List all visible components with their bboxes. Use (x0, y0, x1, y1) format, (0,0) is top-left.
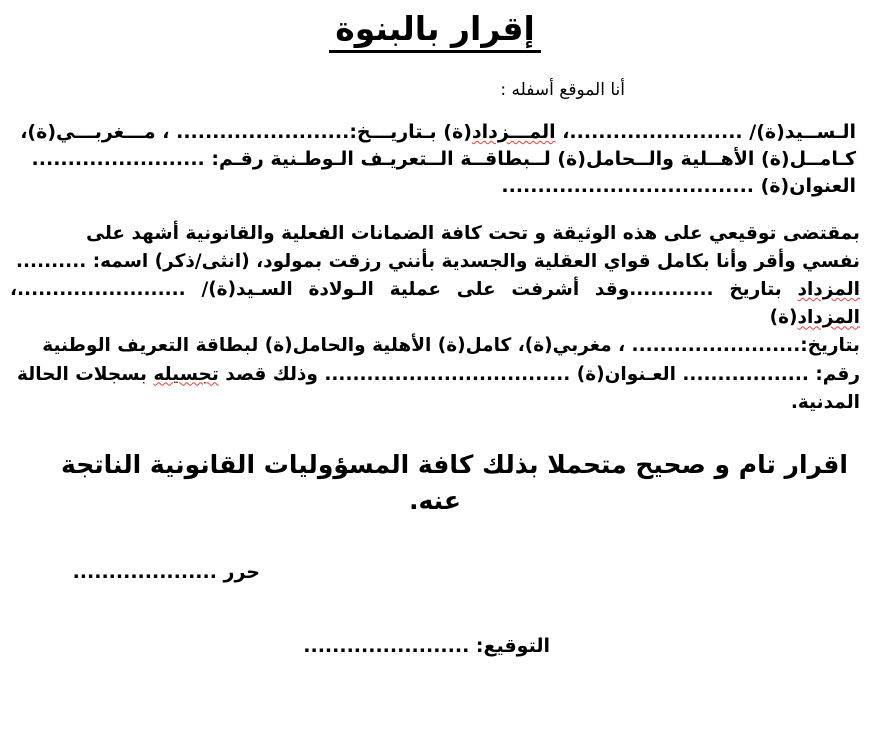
identity-line-1-part-b: (ة) بـتاريـــخ:........................ ، مـــغربـــي(ة)، (20, 121, 472, 144)
body-segment-5 (10, 361, 860, 389)
declaration-block (0, 447, 870, 520)
identity-line-1-part-a: الـســيد(ة)/ ........................، (555, 121, 856, 144)
body-segment-5-part-b: بسجلات الحالة (17, 363, 154, 385)
title-container (0, 0, 870, 53)
body-segment-5-misspelled: تجسيله (153, 363, 219, 385)
identity-line-1-misspelled-word: المـــزداد (471, 121, 556, 144)
body-segment-3 (10, 276, 860, 332)
declaration-line-2: عنه. (409, 485, 461, 515)
body-segment-3-part-a: بتاريخ ............وقد أشرفت على عملية الـولادة السـيد(ة)/ ........................، (10, 279, 798, 301)
declaration-line-1: اقرار تام و صحيح متحملا بذلك كافة المسؤوليات القانونية الناتجة (61, 449, 848, 479)
body-segment-3-misspelled-b: المزداد (797, 307, 860, 329)
issued-at-field: حرر .................... (72, 561, 260, 584)
body-segment-2: نفسي وأقر وأنا بكامل قواي العقلية والجسدية بأنني رزقت بمولود، (انثى/ذكر) اسمه: .......... (15, 251, 860, 273)
body-paragraph (0, 220, 870, 417)
identity-line-1 (8, 119, 856, 146)
identity-line-3-address: العنوان(ة) ................................... (501, 174, 856, 197)
body-segment-6: المدنية. (790, 391, 860, 413)
undersigned-label: أنا الموقع أسفله : (500, 80, 625, 101)
page-title: إقرار بالبنوة (329, 8, 541, 53)
body-segment-4: بتاريخ:........................ ، مغربي(ة)، كامل(ة) الأهلية والحامل(ة) لبطاقة التعريف الوطنية (42, 335, 860, 357)
body-segment-5-part-a: رقم: .................. العـنوان(ة) ................................... وذلك قصد (218, 363, 860, 385)
identity-line-2: كـامــل(ة) الأهــلية والــحامل(ة) لــبطاقــة الــتعريـف الـوطـنية رقـم: ........................ (31, 148, 856, 171)
signature-field: التوقيع: ....................... (303, 635, 550, 658)
identity-block (0, 119, 870, 200)
body-segment-3-part-b: (ة) (769, 307, 798, 329)
body-segment-3-misspelled-a: المزداد (797, 279, 860, 301)
body-segment-1: بمقتضى توقيعي على هذه الوثيقة و تحت كافة الضمانات الفعلية والقانونية أشهد على (86, 222, 860, 244)
